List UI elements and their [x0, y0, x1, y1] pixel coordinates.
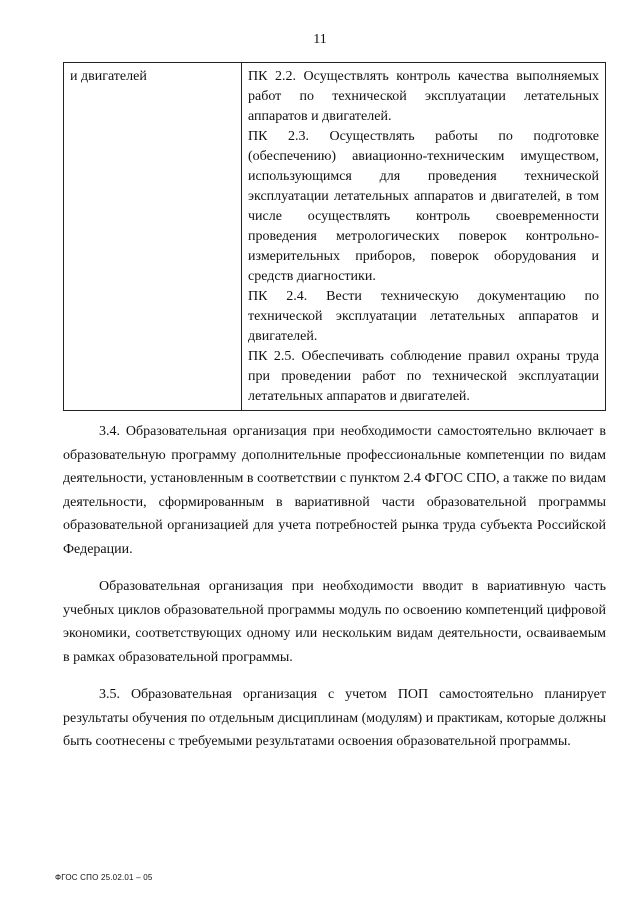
body-text: [63, 420, 606, 768]
paragraph-3-4: 3.4. Образовательная организация при необходимости самостоятельно включает в образовательную программу дополнительные профессиональные компетенции по видам деятельности, установленным в соответствии с пунктом 2.4 ФГОС СПО, а также по видам деятельности, сформированным в вариативной части образовательной программы образовательной организацией для учета потребностей рынка труда субъекта Российской Федерации.: [63, 424, 606, 557]
paragraph-3-5: 3.5. Образовательная организация с учетом ПОП самостоятельно планирует результаты обучения по отдельным дисциплинам (модулям) и практикам, которые должны быть соотнесены с требуемыми результатами освоения образовательной программы.: [63, 687, 606, 749]
competency-pk-2-4: ПК 2.4. Вести техническую документацию по технической эксплуатации летательных аппаратов и двигателей.: [248, 289, 599, 344]
page-number: 11: [313, 32, 327, 47]
competency-pk-2-2: ПК 2.2. Осуществлять контроль качества выполняемых работ по технической эксплуатации летательных аппаратов и двигателей.: [248, 69, 599, 124]
competency-pk-2-3: ПК 2.3. Осуществлять работы по подготовке (обеспечению) авиационно-техническим имуществом, использующимся для проведения технической эксплуатации летательных аппаратов и двигателей, в том числе осуществлять контроль своевременности проведения метрологических поверок контрольно-измерительных приборов, поверок оборудования и средств диагностики.: [248, 129, 599, 284]
competencies-cell: [242, 63, 606, 411]
competency-table: [63, 62, 606, 411]
paragraph-digital-economy: Образовательная организация при необходимости вводит в вариативную часть учебных циклов образовательной программы модуль по освоению компетенций цифровой экономики, соответствующих одному или нескольким видам деятельности, осваиваемым в рамках образовательной программы.: [63, 579, 606, 665]
table-row: [64, 63, 606, 411]
activity-cell: и двигателей: [64, 63, 242, 411]
competency-pk-2-5: ПК 2.5. Обеспечивать соблюдение правил охраны труда при проведении работ по технической эксплуатации летательных аппаратов и двигателей.: [248, 349, 599, 404]
footer-document-code: ФГОС СПО 25.02.01 – 05: [55, 873, 153, 882]
